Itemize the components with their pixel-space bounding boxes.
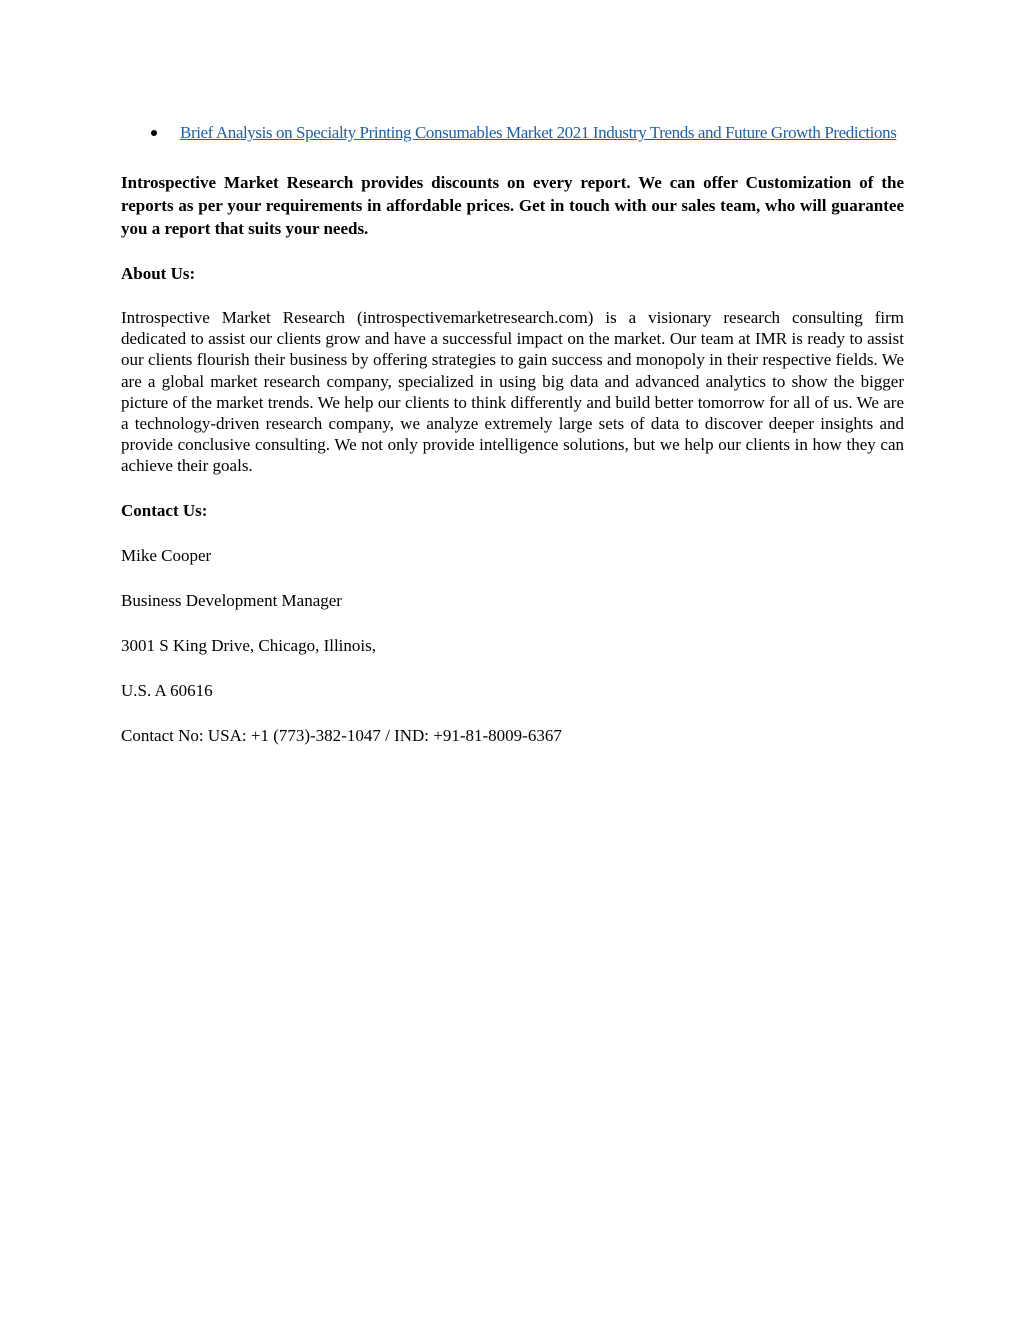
document-page (121, 121, 904, 747)
contact-address-country: U.S. A 60616 (121, 680, 213, 700)
report-link[interactable]: Brief Analysis on Specialty Printing Consumables Market 2021 Industry Trends and Future Growth Predictions (180, 123, 897, 142)
contact-address-street: 3001 S King Drive, Chicago, Illinois, (121, 635, 376, 655)
discount-paragraph: Introspective Market Research provides discounts on every report. We can offer Customization of the reports as per your requirements in affordable prices. Get in touch with our sales team, who will guarantee you a report that suits your needs. (121, 173, 904, 238)
contact-title: Business Development Manager (121, 590, 342, 610)
related-links-list (121, 121, 904, 144)
contact-phone: Contact No: USA: +1 (773)-382-1047 / IND: +91-81-8009-6367 (121, 725, 562, 745)
about-paragraph: Introspective Market Research (introspectivemarketresearch.com) is a visionary research consulting firm dedicated to assist our clients grow and have a successful impact on the market. Our team at IMR is ready to assist our clients flourish their business by offering strategies to gain success and monopoly in their respective fields. We are a global market research company, specialized in using big data and advanced analytics to show the bigger picture of the market trends. We help our clients to think differently and build better tomorrow for all of us. We are a technology-driven research company, we analyze extremely large sets of data to discover deeper insights and provide conclusive consulting. We not only provide intelligence solutions, but we help our clients in how they can achieve their goals. (121, 308, 904, 476)
list-item (121, 121, 904, 144)
contact-name: Mike Cooper (121, 545, 212, 565)
bullet-icon (151, 130, 157, 136)
about-heading: About Us: (121, 264, 196, 283)
contact-heading: Contact Us: (121, 500, 208, 520)
